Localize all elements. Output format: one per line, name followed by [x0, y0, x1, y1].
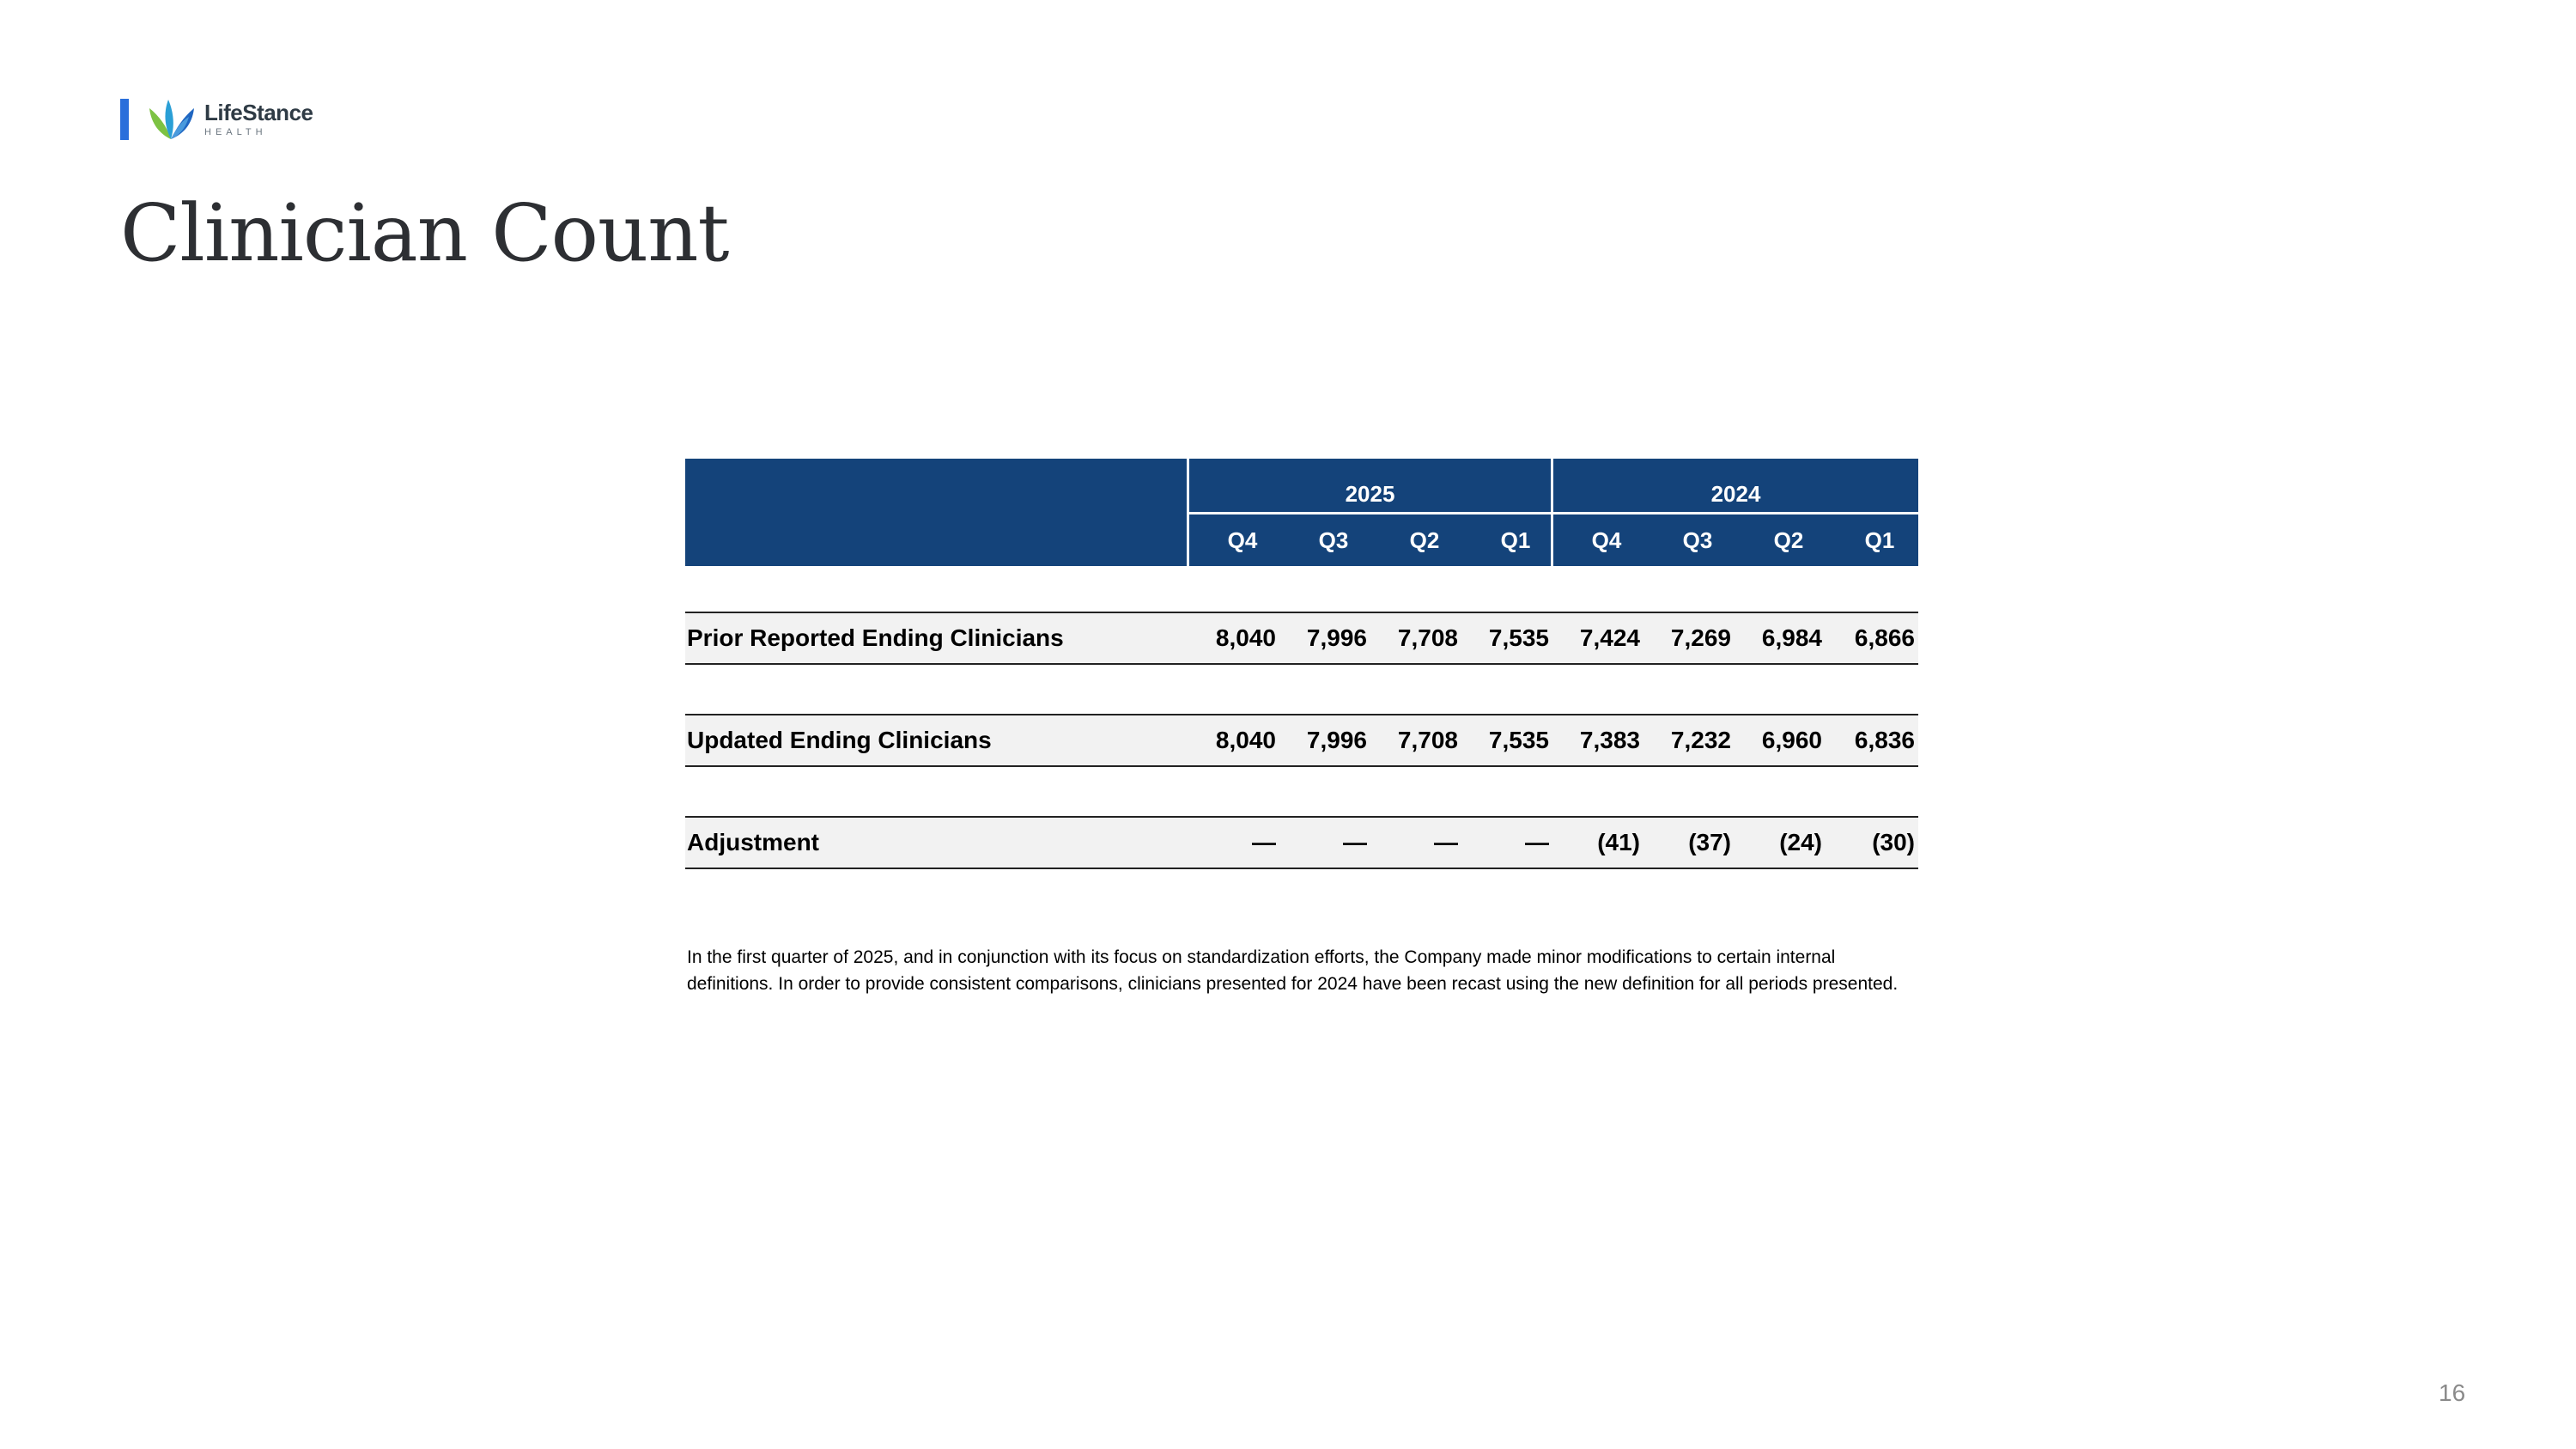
table-cell: — [1525, 829, 1549, 855]
table-cell: 8,040 [1215, 727, 1276, 753]
table-cell: — [1252, 829, 1276, 855]
table-cell: (37) [1688, 829, 1731, 855]
table-cell: 6,866 [1854, 624, 1915, 651]
table-cell: 7,424 [1579, 624, 1640, 651]
clinician-count-table [685, 459, 1918, 855]
lifestance-leaf-icon [146, 96, 196, 143]
row-label: Prior Reported Ending Clinicians [687, 624, 1064, 651]
table-cell: (24) [1779, 829, 1822, 855]
logo-subtitle: HEALTH [204, 127, 267, 137]
table-cell: — [1434, 829, 1458, 855]
company-logo [120, 96, 313, 143]
table-cell: 7,383 [1579, 727, 1640, 753]
table-cell: 6,960 [1761, 727, 1822, 753]
table-header [685, 459, 1918, 566]
quarter-header: Q2 [1409, 527, 1440, 553]
table-cell: (41) [1597, 829, 1640, 855]
quarter-header: Q4 [1591, 527, 1622, 553]
table-cell: 7,708 [1397, 624, 1458, 651]
table-cell: 6,984 [1761, 624, 1822, 651]
quarter-header: Q3 [1682, 527, 1713, 553]
footnote: In the first quarter of 2025, and in conjunction with its focus on standardization efforts, the Company made minor modifications to certain internal definitions. In order to provide consistent comparisons, clinicians presented for 2024 have been recast using the new definition for all periods presented. [687, 947, 1899, 994]
logo-name: LifeStance [204, 100, 313, 125]
row-label: Adjustment [687, 829, 819, 855]
table-cell: 8,040 [1215, 624, 1276, 651]
page-title: Clinician Count [120, 187, 729, 279]
table-row-prior-reported [685, 612, 1918, 665]
row-label: Updated Ending Clinicians [687, 727, 992, 753]
table-cell: — [1343, 829, 1367, 855]
table-row-adjustment [685, 816, 1918, 869]
table-cell: 7,269 [1670, 624, 1731, 651]
quarter-header: Q2 [1773, 527, 1804, 553]
table-row-updated [685, 714, 1918, 767]
year-header-2025: 2025 [1345, 480, 1395, 507]
table-cell: 7,535 [1488, 727, 1549, 753]
year-header-2024: 2024 [1710, 480, 1761, 507]
logo-accent-bar [120, 99, 129, 140]
table-cell: 7,708 [1397, 727, 1458, 753]
table-cell: (30) [1872, 829, 1915, 855]
table-cell: 7,535 [1488, 624, 1549, 651]
table-cell: 7,232 [1670, 727, 1731, 753]
quarter-header: Q1 [1864, 527, 1895, 553]
table-cell: 7,996 [1306, 624, 1367, 651]
quarter-header: Q3 [1318, 527, 1349, 553]
table-cell: 7,996 [1306, 727, 1367, 753]
table-cell: 6,836 [1854, 727, 1915, 753]
quarter-header: Q4 [1227, 527, 1258, 553]
page-number: 16 [2439, 1379, 2466, 1406]
quarter-header: Q1 [1500, 527, 1531, 553]
